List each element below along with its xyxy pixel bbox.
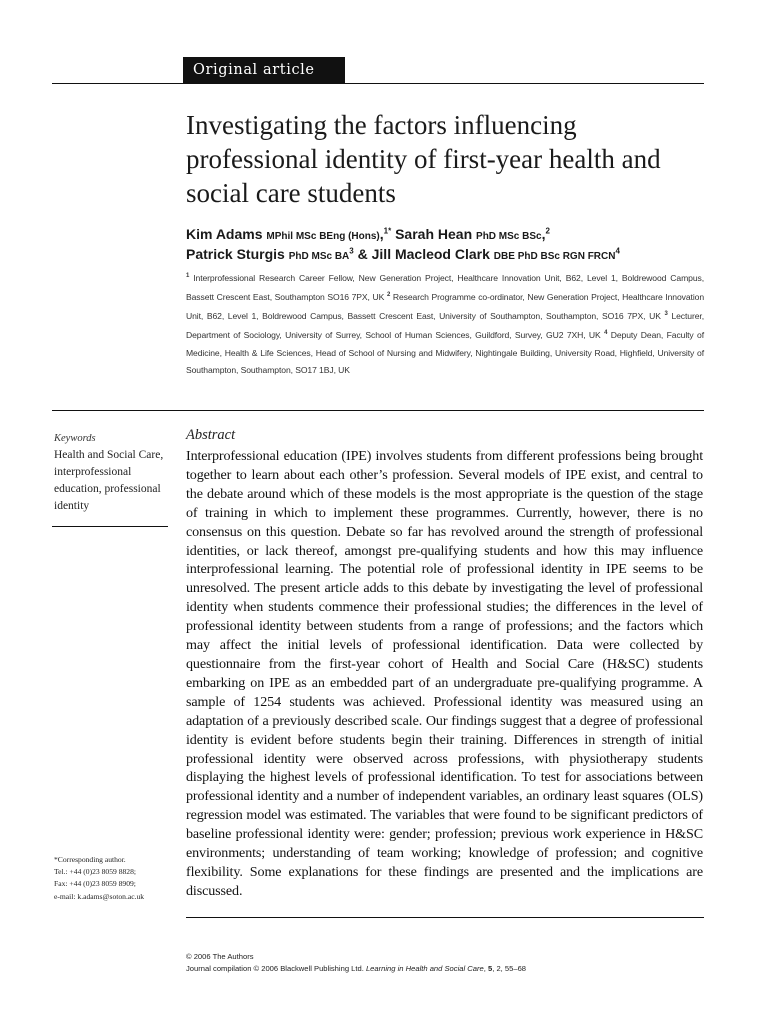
keywords-text: Health and Social Care, interprofessional education, professional identity <box>54 449 164 512</box>
affiliations <box>186 268 704 379</box>
affiliation-text: Deputy Dean, Faculty of Medicine, Health & Life Sciences, Head of School of Nursing and Midwifery, Nightingale Building, University Road, Highfield, University of Southampton, Southampton, SO17 1BJ, UK <box>186 330 704 375</box>
corresponding-author <box>54 854 179 903</box>
author-degrees: PhD MSc BSc <box>476 231 542 242</box>
author-degrees: MPhil MSc BEng (Hons) <box>266 231 380 242</box>
author-mark: 2 <box>545 226 550 236</box>
author-name: Sarah Hean <box>395 226 473 242</box>
article-title: Investigating the factors influencing professional identity of first-year health and social care students <box>186 110 661 208</box>
affiliation-mark: 3 <box>664 311 668 318</box>
author-mark: 4 <box>615 246 620 256</box>
author-mark: 3 <box>349 246 354 256</box>
corresponding-email: e-mail: k.adams@soton.ac.uk <box>54 891 145 901</box>
header-rule <box>52 83 704 84</box>
corresponding-label: *Corresponding author. <box>54 855 126 864</box>
affiliation-text: Lecturer, Department of Sociology, University of Surrey, School of Human Sciences, Guildford, Survey, GU2 7XH, UK <box>186 311 704 341</box>
abstract-heading: Abstract <box>186 427 236 443</box>
journal-pages: 55–68 <box>504 964 527 973</box>
compilation-text: Journal compilation © 2006 Blackwell Publishing Ltd. <box>186 964 364 973</box>
copyright-line: © 2006 The Authors <box>186 952 254 961</box>
journal-citation: Journal compilation © 2006 Blackwell Publishing Ltd. Learning in Health and Social Care, 5, 2, 55–68 <box>186 964 527 973</box>
keywords-box <box>54 430 170 515</box>
abstract-rule <box>52 410 704 411</box>
section-label: Original article <box>183 57 345 83</box>
footer <box>186 951 706 975</box>
footer-rule <box>186 917 704 918</box>
journal-issue: 2 <box>496 964 501 973</box>
affiliation-mark: 2 <box>386 292 391 299</box>
affiliation-mark: 1 <box>186 273 190 279</box>
author-name: Patrick Sturgis <box>186 246 285 262</box>
author-name: Kim Adams <box>186 226 263 242</box>
journal-name: Learning in Health and Social Care <box>365 964 484 973</box>
author-line-2: Patrick Sturgis PhD MSc $BA^3$ & Jill Macleod Clark DBE PhD BSc RGN FRCN$^4$ <box>186 246 620 262</box>
affiliation-text: Interprofessional Research Career Fellow, New Generation Project, Healthcare Innovation Unit, B62, Level 1, Boldrewood Campus, Bassett Crescent East, Southampton SO16 7PX, UK <box>186 272 704 303</box>
author-name: Jill Macleod Clark <box>371 246 490 262</box>
abstract-text: Interprofessional education (IPE) involves students from different professions being brought together to learn about each other’s profession. Several models of IPE exist, and central to the debate around which of these models is the most appropriate is the question of the stage of training in which to implement these programmes. Currently, however, there is no consensus on this question. Debate so far has revolved around the strength of professional identities, or lack thereof, amongst pre-qualifying students and how this may influence interprofessional learning. The potential role of professional identity in IPE seems to be unresolved. The present article adds to this debate by investigating the level of professional identity when students commence their professional studies; the differences in the level of professional identity between students from a range of professions; and the factors which may affect the initial levels of professional identification. Data were collected by questionnaire from the first-year cohort of Health and Social Care (H&SC) students embarking on IPE as an embedded part of an undergraduate pre-qualifying programme. A sample of 1254 students was achieved. Professional identity was measured using an adaptation of a previously described scale. Our findings suggest that a degree of professional identity is evident before students begin their training. Differences in strength of initial professional identity were observed across professions, with physiotherapy students displaying the highest levels of professional identification. To test for associations between professional identity and a number of independent variables, an ordinary least squares (OLS) regression model was estimated. The variables that were found to be significant predictors of baseline professional identity were: gender; profession; previous work experience in H&SC environments; understanding of team working; knowledge of profession; and cognitive flexibility. Some explanations for these findings are presented and the implications are discussed. <box>186 448 703 899</box>
journal-volume: 5 <box>487 964 493 973</box>
author-mark: 1* <box>383 226 392 236</box>
keywords-heading: Keywords <box>54 433 96 444</box>
corresponding-tel: Tel.: +44 (0)23 8059 8828; <box>54 867 136 877</box>
affiliation-text: Research Programme co-ordinator, New Generation Project, Healthcare Innovation Unit, B62, Level 1, Boldrewood Campus, Bassett Crescent East, University of Southampton, Southampton, SO16 7PX, UK <box>186 292 704 322</box>
corresponding-fax: Fax: +44 (0)23 8059 8909; <box>54 879 136 889</box>
keywords-rule <box>52 526 168 527</box>
author-degrees: PhD MSc BA <box>288 251 350 262</box>
author-line-1: Kim Adams MPhil MSc BEng (Hons),$^{1*}$ Sarah Hean PhD MSc BSc,$^2$ <box>186 226 550 242</box>
author-degrees: DBE PhD BSc RGN FRCN <box>493 251 616 262</box>
affiliation-mark: 4 <box>604 330 608 337</box>
